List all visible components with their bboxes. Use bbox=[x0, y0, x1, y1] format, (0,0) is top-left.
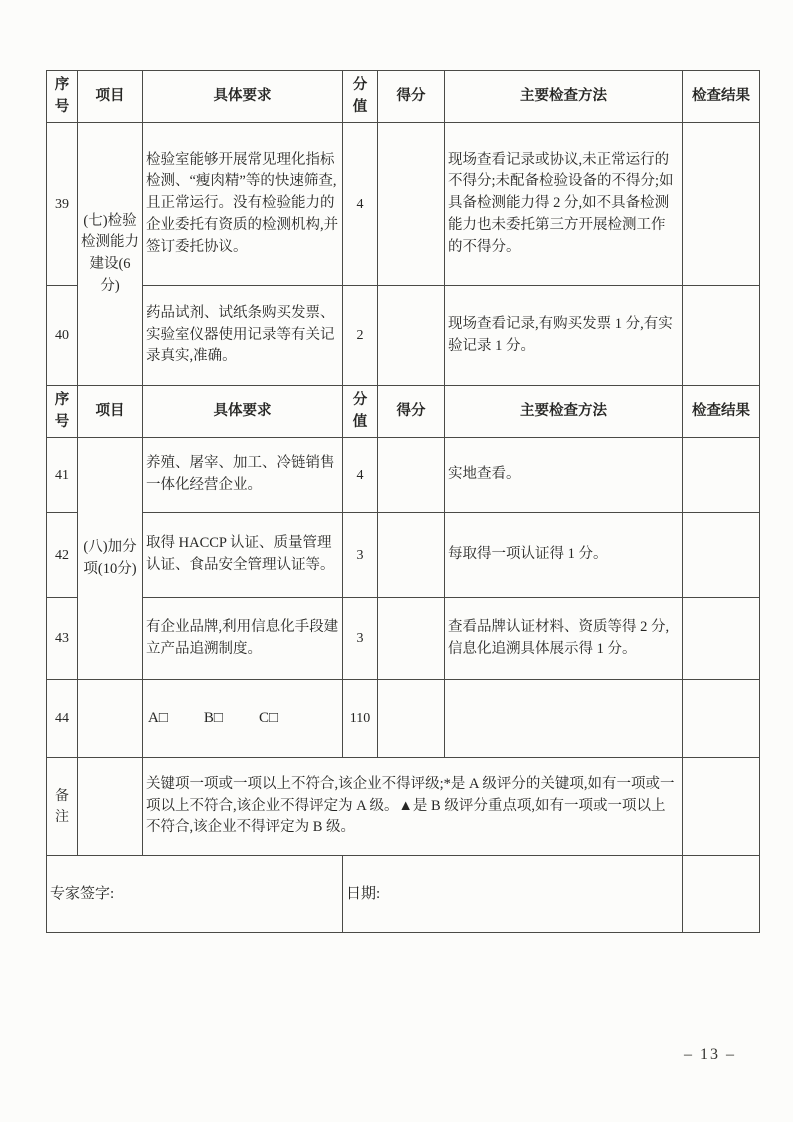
row-42-requirement: 取得 HACCP 认证、质量管理认证、食品安全管理认证等。 bbox=[143, 513, 343, 598]
header-seq: 序号 bbox=[47, 71, 78, 123]
row-40-method: 现场查看记录,有购买发票 1 分,有实验记录 1 分。 bbox=[445, 286, 683, 386]
grade-a-checkbox: A□ bbox=[148, 710, 168, 727]
row-44-earned bbox=[378, 680, 445, 758]
header-item: 项目 bbox=[78, 386, 143, 438]
row-41-no: 41 bbox=[47, 438, 78, 513]
date-label: 日期: bbox=[343, 856, 683, 933]
row-41-score: 4 bbox=[343, 438, 378, 513]
row-44-item-empty bbox=[78, 680, 143, 758]
row-40-earned bbox=[378, 286, 445, 386]
evaluation-table bbox=[46, 70, 760, 933]
row-40-requirement: 药品试剂、试纸条购买发票、实验室仪器使用记录等有关记录真实,准确。 bbox=[143, 286, 343, 386]
header-requirement: 具体要求 bbox=[143, 386, 343, 438]
row-44-grade-options bbox=[143, 680, 343, 758]
row-42-score: 3 bbox=[343, 513, 378, 598]
header-requirement: 具体要求 bbox=[143, 71, 343, 123]
header-method: 主要检查方法 bbox=[445, 71, 683, 123]
row-42-result bbox=[683, 513, 760, 598]
row-44-no: 44 bbox=[47, 680, 78, 758]
table-header-row-1 bbox=[47, 71, 760, 123]
header-item: 项目 bbox=[78, 71, 143, 123]
row-41-result bbox=[683, 438, 760, 513]
page-number: – 13 – bbox=[684, 1046, 736, 1063]
table-row-44 bbox=[47, 680, 760, 758]
remark-label: 备注 bbox=[47, 758, 78, 856]
row-39-no: 39 bbox=[47, 123, 78, 286]
table-header-row-2 bbox=[47, 386, 760, 438]
row-40-no: 40 bbox=[47, 286, 78, 386]
header-score: 分值 bbox=[343, 386, 378, 438]
signature-row bbox=[47, 856, 760, 933]
expert-signature-label: 专家签字: bbox=[47, 856, 343, 933]
group-7-label: (七)检验检测能力建设(6分) bbox=[78, 123, 143, 386]
row-44-total-score: 110 bbox=[343, 680, 378, 758]
row-43-no: 43 bbox=[47, 598, 78, 680]
row-39-method: 现场查看记录或协议,未正常运行的不得分;未配备检验设备的不得分;如具备检测能力得 2 分,如不具备检测能力也未委托第三方开展检测工作的不得分。 bbox=[445, 123, 683, 286]
row-39-result bbox=[683, 123, 760, 286]
row-44-result bbox=[683, 680, 760, 758]
row-42-earned bbox=[378, 513, 445, 598]
row-42-no: 42 bbox=[47, 513, 78, 598]
group-8-label: (八)加分项(10分) bbox=[78, 438, 143, 680]
table-row-40 bbox=[47, 286, 760, 386]
header-result: 检查结果 bbox=[683, 386, 760, 438]
header-earned: 得分 bbox=[378, 71, 445, 123]
row-43-score: 3 bbox=[343, 598, 378, 680]
remark-text: 关键项一项或一项以上不符合,该企业不得评级;*是 A 级评分的关键项,如有一项或一项以上不符合,该企业不得评定为 A 级。▲是 B 级评分重点项,如有一项或一项以上不符合,该企业不得评定为 B 级。 bbox=[143, 758, 683, 856]
row-40-result bbox=[683, 286, 760, 386]
row-39-score: 4 bbox=[343, 123, 378, 286]
grade-b-checkbox: B□ bbox=[203, 710, 223, 727]
row-43-earned bbox=[378, 598, 445, 680]
row-39-earned bbox=[378, 123, 445, 286]
remark-item-empty bbox=[78, 758, 143, 856]
table-row-39 bbox=[47, 123, 760, 286]
row-41-earned bbox=[378, 438, 445, 513]
header-earned: 得分 bbox=[378, 386, 445, 438]
table-row-42 bbox=[47, 513, 760, 598]
row-40-score: 2 bbox=[343, 286, 378, 386]
row-41-method: 实地查看。 bbox=[445, 438, 683, 513]
table-row-43 bbox=[47, 598, 760, 680]
grade-c-checkbox: C□ bbox=[258, 710, 279, 727]
remark-result-empty bbox=[683, 758, 760, 856]
header-score: 分值 bbox=[343, 71, 378, 123]
table-row-41 bbox=[47, 438, 760, 513]
header-method: 主要检查方法 bbox=[445, 386, 683, 438]
row-43-method: 查看品牌认证材料、资质等得 2 分,信息化追溯具体展示得 1 分。 bbox=[445, 598, 683, 680]
header-seq: 序号 bbox=[47, 386, 78, 438]
signature-result-empty bbox=[683, 856, 760, 933]
row-41-requirement: 养殖、屠宰、加工、冷链销售一体化经营企业。 bbox=[143, 438, 343, 513]
row-44-method bbox=[445, 680, 683, 758]
header-result: 检查结果 bbox=[683, 71, 760, 123]
row-42-method: 每取得一项认证得 1 分。 bbox=[445, 513, 683, 598]
row-43-requirement: 有企业品牌,利用信息化手段建立产品追溯制度。 bbox=[143, 598, 343, 680]
row-43-result bbox=[683, 598, 760, 680]
row-39-requirement: 检验室能够开展常见理化指标检测、“瘦肉精”等的快速筛查,且正常运行。没有检验能力的企业委托有资质的检测机构,并签订委托协议。 bbox=[143, 123, 343, 286]
remark-row bbox=[47, 758, 760, 856]
